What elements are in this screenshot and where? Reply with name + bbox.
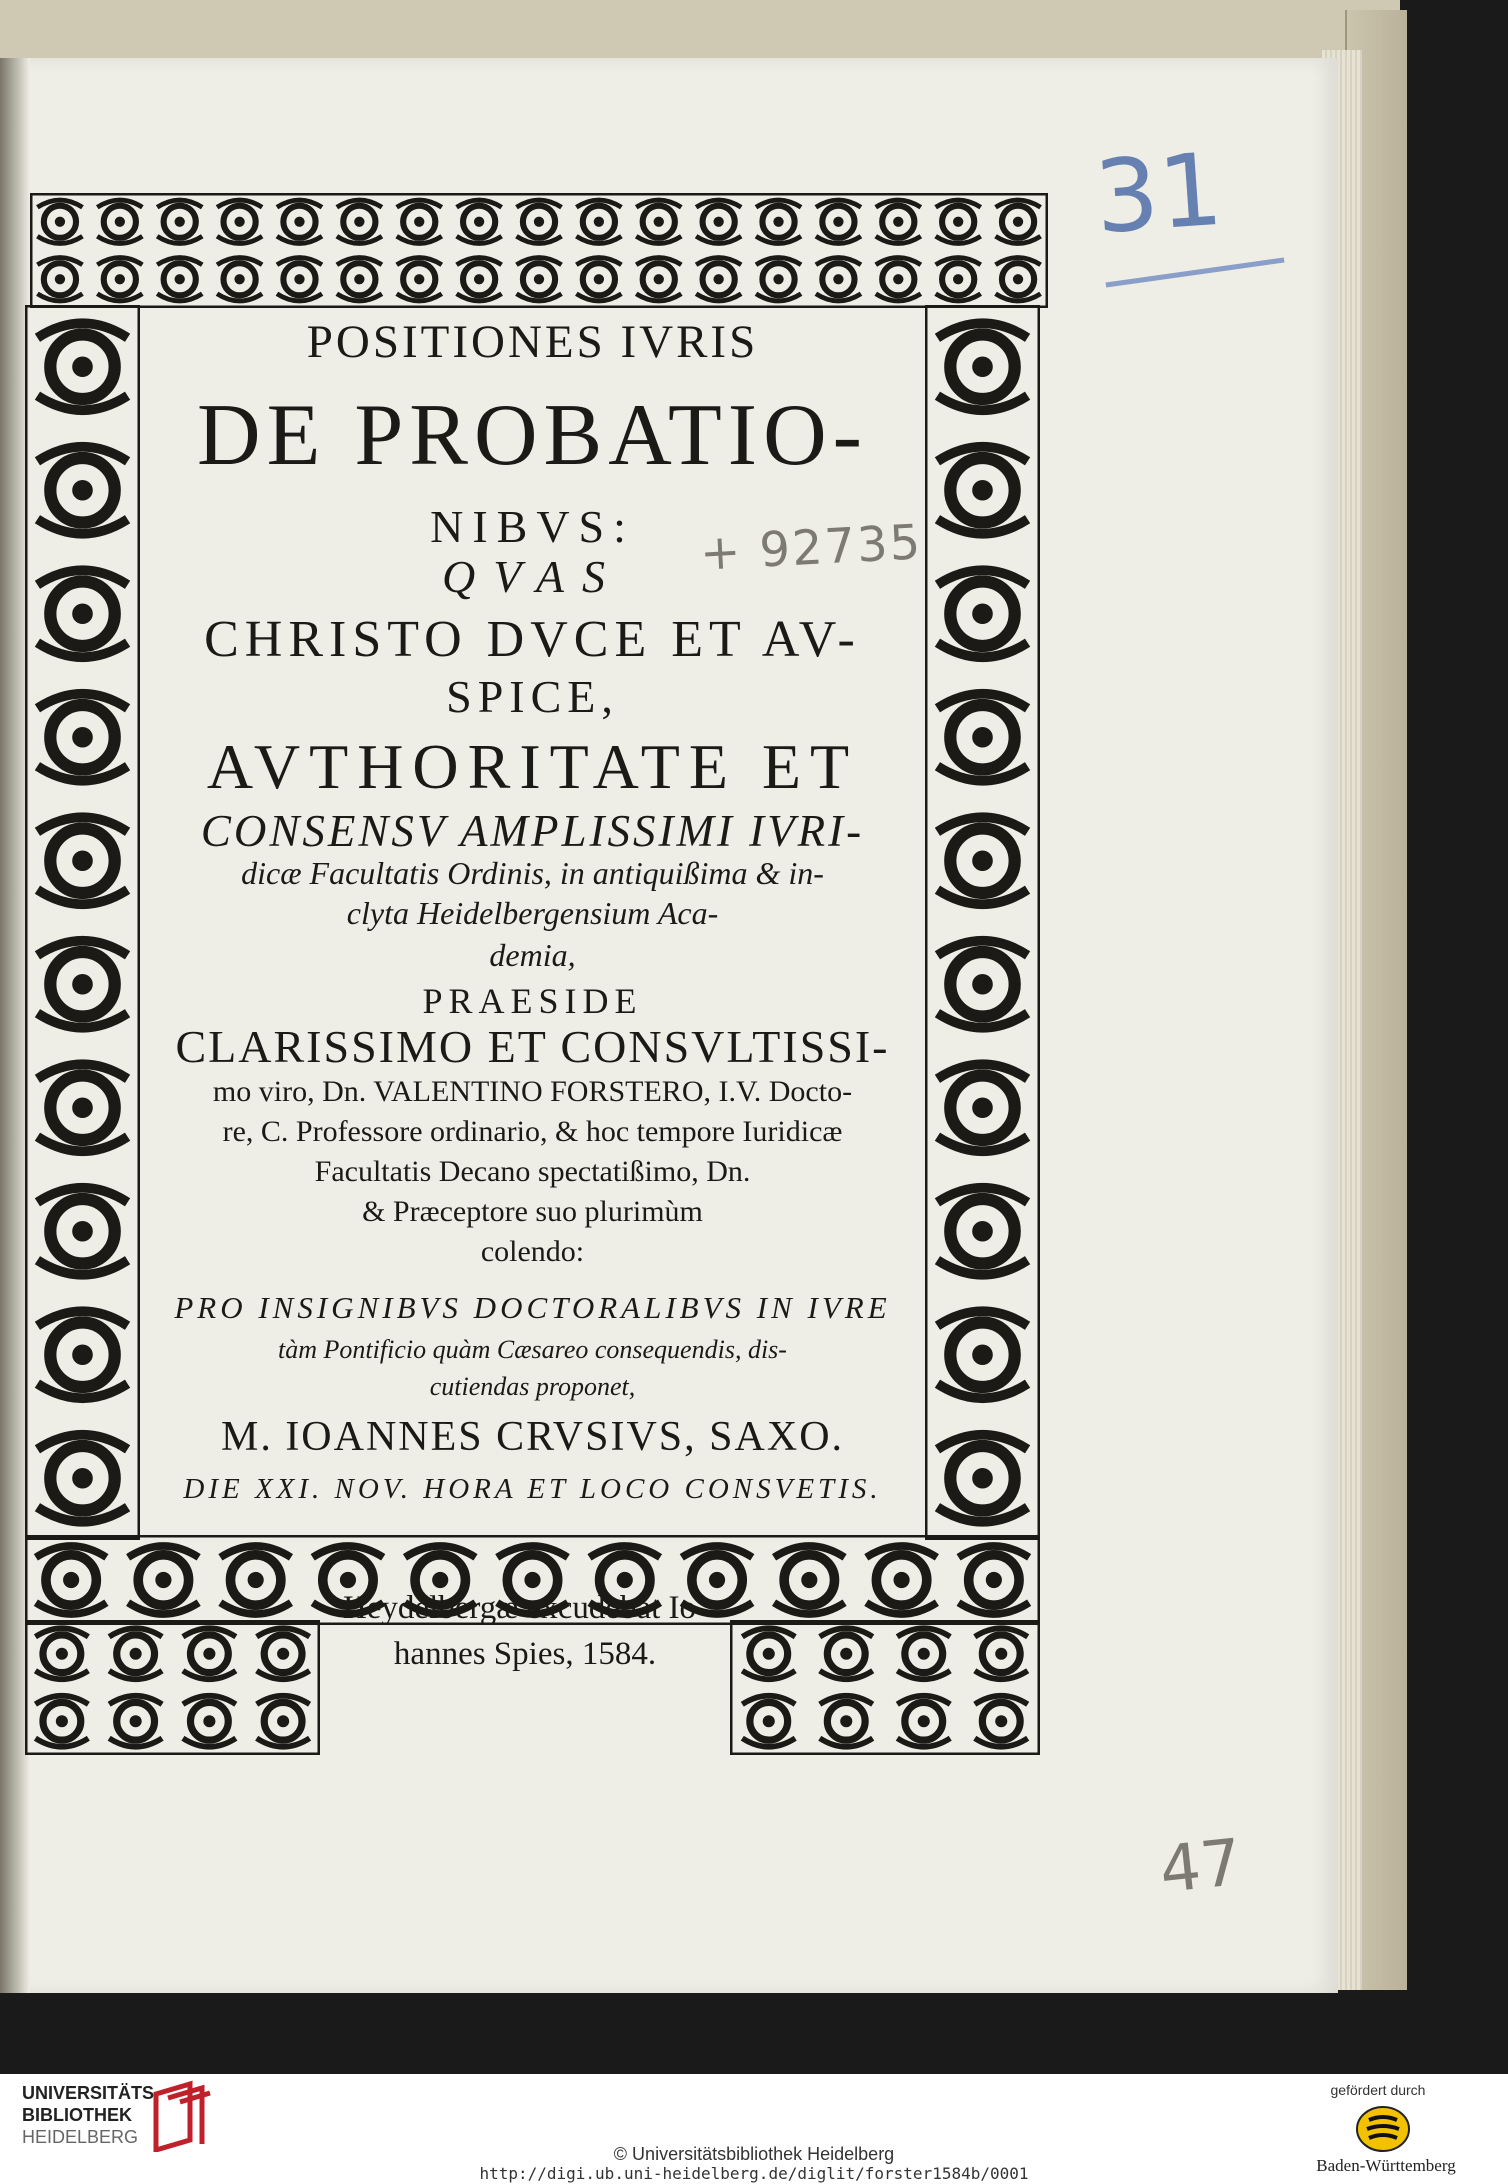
ornament-motif <box>820 1628 873 1679</box>
ornament-motif <box>959 1546 1030 1614</box>
imprint-line-2: hannes Spies, 1584. <box>393 1636 657 1672</box>
handwritten-page-note: 47 <box>1156 1825 1246 1909</box>
ornament-motif <box>937 570 1027 657</box>
ornament-motif <box>696 200 741 243</box>
ornament-motif <box>975 1628 1028 1679</box>
ornament-motif <box>816 258 861 301</box>
title-line-4: QVAS <box>441 551 623 602</box>
ornament-motif <box>157 200 202 243</box>
ornament-motif <box>35 1696 88 1747</box>
ornament-motif <box>37 200 82 243</box>
title-line-11: demia, <box>489 937 576 973</box>
ornament-motif <box>337 258 382 301</box>
imprint-line-1: Heydelbergæ excudebat Io- <box>342 1590 708 1626</box>
ornament-motif <box>37 323 127 410</box>
ornament-motif <box>996 200 1041 243</box>
ornament-motif <box>257 1628 310 1679</box>
ornament-motif <box>37 1064 127 1151</box>
title-line-6: SPICE, <box>446 671 619 722</box>
title-line-1: POSITIONES IVRIS <box>306 316 759 368</box>
ornament-motif <box>937 1311 1027 1398</box>
title-line-19: PRO INSIGNIBVS DOCTORALIBVS IN IVRE <box>174 1290 891 1325</box>
funder-name: Baden-Württemberg <box>1316 2156 1456 2175</box>
ornament-motif <box>217 258 262 301</box>
ornament-imprint-right <box>730 1620 1040 1755</box>
ornament-motif <box>876 200 921 243</box>
title-line-20: tàm Pontificio quàm Cæsareo consequendis, dis- <box>278 1335 787 1364</box>
ornament-motif <box>576 258 621 301</box>
library-name-line-3: HEIDELBERG <box>22 2127 139 2147</box>
ornament-motif <box>457 258 502 301</box>
ornament-motif <box>696 258 741 301</box>
ornament-motif <box>937 694 1027 781</box>
library-name-line-1: UNIVERSITÄTS- <box>22 2083 161 2103</box>
ornament-motif <box>97 258 142 301</box>
library-name-line-2: BIBLIOTHEK <box>22 2105 132 2125</box>
ornament-motif <box>37 1188 127 1275</box>
library-name[interactable] <box>22 2082 160 2148</box>
ornament-motif <box>897 1696 950 1747</box>
title-line-3: NIBVS: <box>430 501 635 552</box>
ornament-motif <box>996 258 1041 301</box>
ornament-motif <box>37 694 127 781</box>
viewer-footer <box>0 2074 1508 2184</box>
ornament-motif <box>457 200 502 243</box>
title-line-17: & Præceptore suo plurimùm <box>362 1195 703 1228</box>
ornament-motif <box>636 258 681 301</box>
title-line-14: mo viro, Dn. VALENTINO FORSTERO, I.V. Docto- <box>212 1075 853 1108</box>
ornament-motif <box>109 1628 162 1679</box>
ornament-border-top <box>30 193 1048 308</box>
ornament-motif <box>37 941 127 1028</box>
ornament-motif <box>937 323 1027 410</box>
imprint <box>320 1585 730 1677</box>
title-line-5: CHRISTO DVCE ET AV- <box>204 611 861 668</box>
ornament-motif <box>516 200 561 243</box>
title-line-10: clyta Heidelbergensium Aca- <box>346 895 719 931</box>
ornament-motif <box>636 200 681 243</box>
ornament-motif <box>220 1546 291 1614</box>
ornament-motif <box>35 1628 88 1679</box>
ornament-motif <box>756 200 801 243</box>
ornament-motif <box>183 1628 236 1679</box>
ornament-motif <box>774 1546 845 1614</box>
ornament-motif <box>37 447 127 534</box>
ornament-motif <box>128 1546 199 1614</box>
ornament-motif <box>937 817 1027 904</box>
title-line-15: re, C. Professore ordinario, & hoc tempore Iuridicæ <box>222 1115 843 1148</box>
title-line-21: cutiendas proponet, <box>429 1372 636 1401</box>
ornament-motif <box>936 258 981 301</box>
ornament-motif <box>277 258 322 301</box>
ornament-motif <box>37 1311 127 1398</box>
library-logo-icon[interactable] <box>150 2080 214 2152</box>
ornament-motif <box>36 1546 107 1614</box>
ornament-border-right <box>925 305 1040 1540</box>
ornament-motif <box>37 570 127 657</box>
ornament-motif <box>397 258 442 301</box>
ornament-motif <box>742 1628 795 1679</box>
handwritten-pencil-note: + 92735 <box>698 514 924 582</box>
ornament-motif <box>516 258 561 301</box>
ornament-motif <box>897 1628 950 1679</box>
title-line-13: CLARISSIMO ET CONSVLTISSI- <box>175 1021 890 1072</box>
title-line-12: PRAESIDE <box>422 981 643 1021</box>
ornament-motif <box>937 1188 1027 1275</box>
title-line-23: DIE XXI. NOV. HORA ET LOCO CONSVETIS. <box>183 1473 882 1505</box>
ornament-motif <box>816 200 861 243</box>
handwritten-shelf-number: 31 <box>1091 130 1227 257</box>
title-line-16: Facultatis Decano spectatißimo, Dn. <box>314 1155 751 1188</box>
ornament-motif <box>97 200 142 243</box>
title-line-2: DE PROBATIO- <box>197 387 868 484</box>
baden-wuerttemberg-emblem-icon <box>1354 2104 1412 2154</box>
ornament-motif <box>109 1696 162 1747</box>
copyright-notice: © Universitätsbibliothek Heidelberg <box>613 2144 895 2164</box>
ornament-motif <box>277 200 322 243</box>
ornament-motif <box>37 258 82 301</box>
ornament-motif <box>576 200 621 243</box>
title-line-9: dicæ Facultatis Ordinis, in antiquißima & in- <box>241 855 824 891</box>
ornament-motif <box>217 200 262 243</box>
ornament-motif <box>183 1696 236 1747</box>
title-line-8: CONSENSV AMPLISSIMI IVRI- <box>200 806 865 856</box>
ornament-motif <box>937 1435 1027 1522</box>
title-line-7: AVTHORITATE ET <box>206 731 859 802</box>
ornament-motif <box>157 258 202 301</box>
ornament-motif <box>742 1696 795 1747</box>
ornament-motif <box>936 200 981 243</box>
ornament-motif <box>937 447 1027 534</box>
title-text-block <box>140 305 925 1540</box>
title-line-22: M. IOANNES CRVSIVS, SAXO. <box>220 1414 845 1460</box>
ornament-motif <box>975 1696 1028 1747</box>
ornament-motif <box>820 1696 873 1747</box>
ornament-motif <box>937 1064 1027 1151</box>
funding-label: gefördert durch <box>1330 2082 1426 2098</box>
title-line-18: colendo: <box>480 1235 585 1268</box>
ornament-motif <box>866 1546 937 1614</box>
ornament-motif <box>337 200 382 243</box>
ornament-motif <box>876 258 921 301</box>
ornament-motif <box>937 941 1027 1028</box>
ornament-motif <box>37 817 127 904</box>
ornament-border-left <box>25 305 140 1540</box>
ornament-motif <box>37 1435 127 1522</box>
ornament-imprint-left <box>25 1620 320 1755</box>
ornament-motif <box>257 1696 310 1747</box>
permalink[interactable]: http://digi.ub.uni-heidelberg.de/diglit/forster1584b/0001 <box>479 2164 1029 2183</box>
ornament-motif <box>756 258 801 301</box>
ornament-motif <box>397 200 442 243</box>
